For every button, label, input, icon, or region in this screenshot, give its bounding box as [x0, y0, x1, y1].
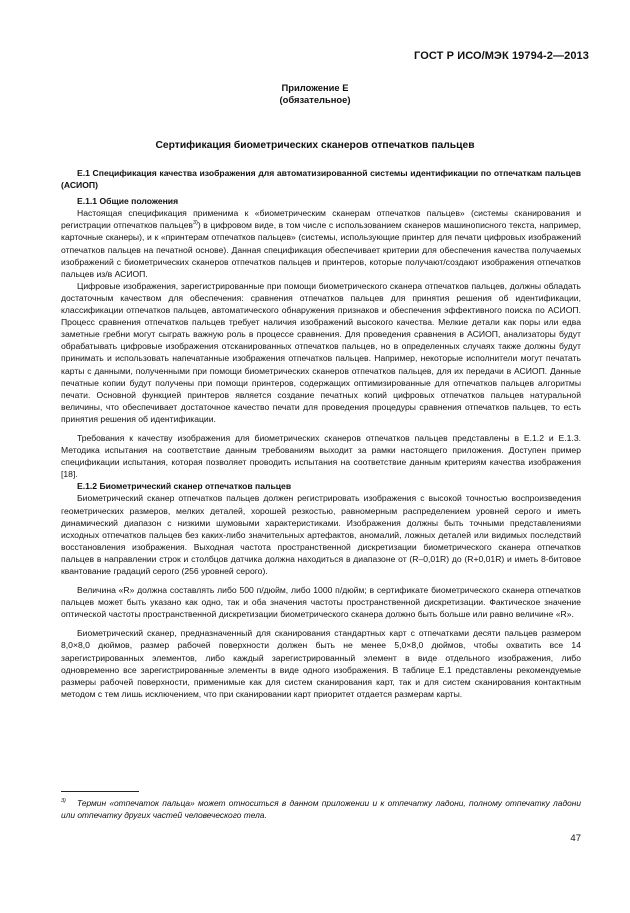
section-e12-paragraph-2: Величина «R» должна составлять либо 500 п/дюйм, либо 1000 п/дюйм; в сертификате биометрического сканера отпечатков пальцев может быть указано как одно, так и оба значения частоты пространственной дискретизации. Фактическое значение оптической частоты пространственной дискретизации биометрического сканера должно быть больше или равно величине «R».: [61, 585, 581, 620]
footnote-marker: 3): [61, 797, 66, 804]
section-e12-paragraph-1: Биометрический сканер отпечатков пальцев должен регистрировать изображения с высокой точностью воспроизведения геометрических размеров, мелких деталей, хорошей резкостью, равномерным распределением уровней серого и иметь динамический диапазон с низкими шумовыми характеристиками. Изображения должны быть точными представлениями исходных отпечатков пальцев без каких-либо значительных артефактов, аномалий, ложных деталей или видимых последствий восстановления изображения. Выходная частота пространственной дискретизации биометрического сканера отпечатков пальцев в направлении строк и столбцов датчика должна находиться в диапазоне от (R–0,01R) до (R+0,01R) и иметь 8-битовое квантование градаций серого (256 уровней серого).: [61, 493, 581, 576]
section-e11-paragraph-3: Требования к качеству изображения для биометрических сканеров отпечатков пальцев представлены в Е.1.2 и Е.1.3. Методика испытания на соответствие данным требованиям выходит за рамки настоящего приложения. Доступен пример спецификации испытания, которая позволяет проводить испытания на соответствие данным критериям качества изображения [18].: [61, 432, 581, 480]
page-title: Сертификация биометрических сканеров отпечатков пальцев: [155, 140, 475, 151]
footnote-ref: 3): [192, 220, 198, 227]
section-e12-paragraph-3: Биометрический сканер, предназначенный для сканирования стандартных карт с отпечатками десяти пальцев размером 8,0×8,0 дюймов, размер рабочей поверхности должен быть не менее 5,0×8,0 дюймов, чтобы охватить все 14 зарегистрированных элементов, либо каждый зарегистрированный элемент в виде отдельного изображения, либо одновременно все зарегистрированные элементы в виде одного изображения. В таблице Е.1 представлены рекомендуемые размеры рабочей поверхности, применимые как для систем сканирования карт, так и для систем сканирования контактным методом с тем лишь исключением, что при сканировании карт приоритет отдается размерам карты.: [61, 628, 581, 699]
footnote-text: Термин «отпечаток пальца» может относиться в данном приложении и к отпечатку ладони, полному отпечатку ладони или отпечатку других частей человеческого тела.: [61, 798, 581, 820]
paragraph-text: ) в цифровом виде, в том числе с использованием сканеров машинописного текста, например, карточные сканеры), и к «принтерам отпечатков пальцев» (системы, использующие принтер для печати цифровых изображений отпечатков пальцев на печатной основе). Данная спецификация обеспечивает критерии для обеспечения качества получаемых изображений с биометрических сканеров отпечатков пальцев и принтеров, которые получают/создают изображения отпечатков пальцев из/в АСИОП.: [61, 220, 581, 279]
annex-status: (обязательное): [279, 94, 351, 105]
section-e1-heading: Е.1 Спецификация качества изображения для автоматизированной системы идентификации по отпечаткам пальцев (АСИОП): [61, 168, 581, 191]
section-e11-paragraph-1: [61, 207, 581, 280]
standard-header: ГОСТ Р ИСО/МЭК 19794-2—2013: [414, 50, 589, 62]
section-e11-heading: Е.1.1 Общие положения: [77, 196, 179, 207]
paragraph-text: Настоящая спецификация применима к «биометрическим сканерам отпечатков пальцев» (системы сканирования и регистрации отпечатков пальцев: [61, 208, 581, 231]
document-body: [61, 167, 581, 700]
annex-heading: [0, 82, 630, 106]
section-e12-heading: Е.1.2 Биометрический сканер отпечатков пальцев: [77, 481, 292, 492]
footnote: [61, 797, 581, 821]
annex-title: Приложение Е: [281, 82, 349, 93]
page-number: 47: [570, 833, 581, 844]
section-e11-paragraph-2: Цифровые изображения, зарегистрированные при помощи биометрического сканера отпечатков пальцев, должны обладать достаточным качеством для обеспечения: сравнения отпечатков пальцев для принятия решения об идентификации, классификации отпечатков пальцев, автоматического обнаружения признаков и обеспечения эффективного поиска по АСИОП. Процесс сравнения отпечатков пальцев требует наличия изображений высокого качества. Мелкие детали как поры или едва заметные гребни могут сыграть важную роль в процессе сравнения. Для проведения сравнения в АСИОП, анализаторы будут обрабатывать цифровые изображения отсканированных отпечатков пальцев, но в определенных случаях также должны будут принимать и использовать напечатанные изображения отпечатков пальцев. Например, некоторые исполнители могут печатать карты с данными, полученными при помощи биометрических сканеров отпечатков пальцев, для их передачи в АСИОП. Данные печатные копии будут получены при помощи принтеров, содержащих оптимизированные для отпечатков пальцев алгоритмы печати. Основной функцией принтеров является создание печатных копий цифровых отпечатков пальцев натуральной величины, что обеспечивает достаточное качество печати для проведения процедуры сравнения отпечатков пальцев, то есть принятия решения об идентификации.: [61, 280, 581, 424]
footnote-divider: [61, 791, 139, 792]
